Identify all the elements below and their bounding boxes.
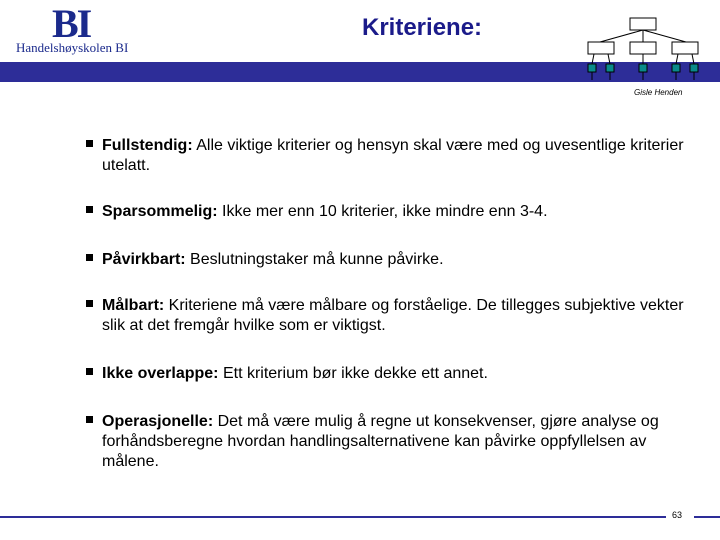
bullet-icon <box>86 140 93 147</box>
criterion-text: Det må være mulig å regne ut konsekvenser, gjøre analyse og forhåndsberegne hvordan handlingsalternativene kan påvirke oppfyllelsen av målene. <box>102 413 659 470</box>
bullet-icon <box>86 368 93 375</box>
list-item <box>86 250 686 270</box>
list-item <box>86 364 686 384</box>
criterion-text: Alle viktige kriterier og hensyn skal være med og uvesentlige kriterier utelatt. <box>102 137 684 174</box>
criterion-text: Kriteriene må være målbare og forståelige. De tillegges subjektive vekter slik at det fremgår hvilke som er viktigst. <box>102 297 684 334</box>
criterion-term: Operasjonelle: <box>102 413 214 430</box>
hierarchy-tree-icon <box>580 14 710 84</box>
bi-logo <box>16 1 136 55</box>
logo-mark: BI <box>52 1 91 46</box>
criterion-term: Fullstendig: <box>102 137 193 154</box>
list-item <box>86 296 686 336</box>
criterion-text: Ett kriterium bør ikke dekke ett annet. <box>218 365 488 382</box>
bullet-icon <box>86 254 93 261</box>
list-item <box>86 412 686 472</box>
criterion-text: Beslutningstaker må kunne påvirke. <box>185 251 444 268</box>
criterion-term: Målbart: <box>102 297 165 314</box>
author-name: Gisle Henden <box>634 88 683 97</box>
list-item <box>86 202 686 222</box>
footer-rule-right <box>694 516 720 518</box>
criterion-term: Påvirkbart: <box>102 251 186 268</box>
logo-name: Handelshøyskolen BI <box>16 40 129 55</box>
criterion-text: Ikke mer enn 10 kriterier, ikke mindre enn 3-4. <box>217 203 548 220</box>
footer-rule <box>0 516 666 518</box>
bullet-icon <box>86 206 93 213</box>
page-number: 63 <box>672 510 683 520</box>
criterion-term: Ikke overlappe: <box>102 365 219 382</box>
slide-title: Kriteriene: <box>362 14 483 41</box>
bullet-icon <box>86 300 93 307</box>
bullet-icon <box>86 416 93 423</box>
criterion-term: Sparsommelig: <box>102 203 218 220</box>
list-item <box>86 136 686 176</box>
